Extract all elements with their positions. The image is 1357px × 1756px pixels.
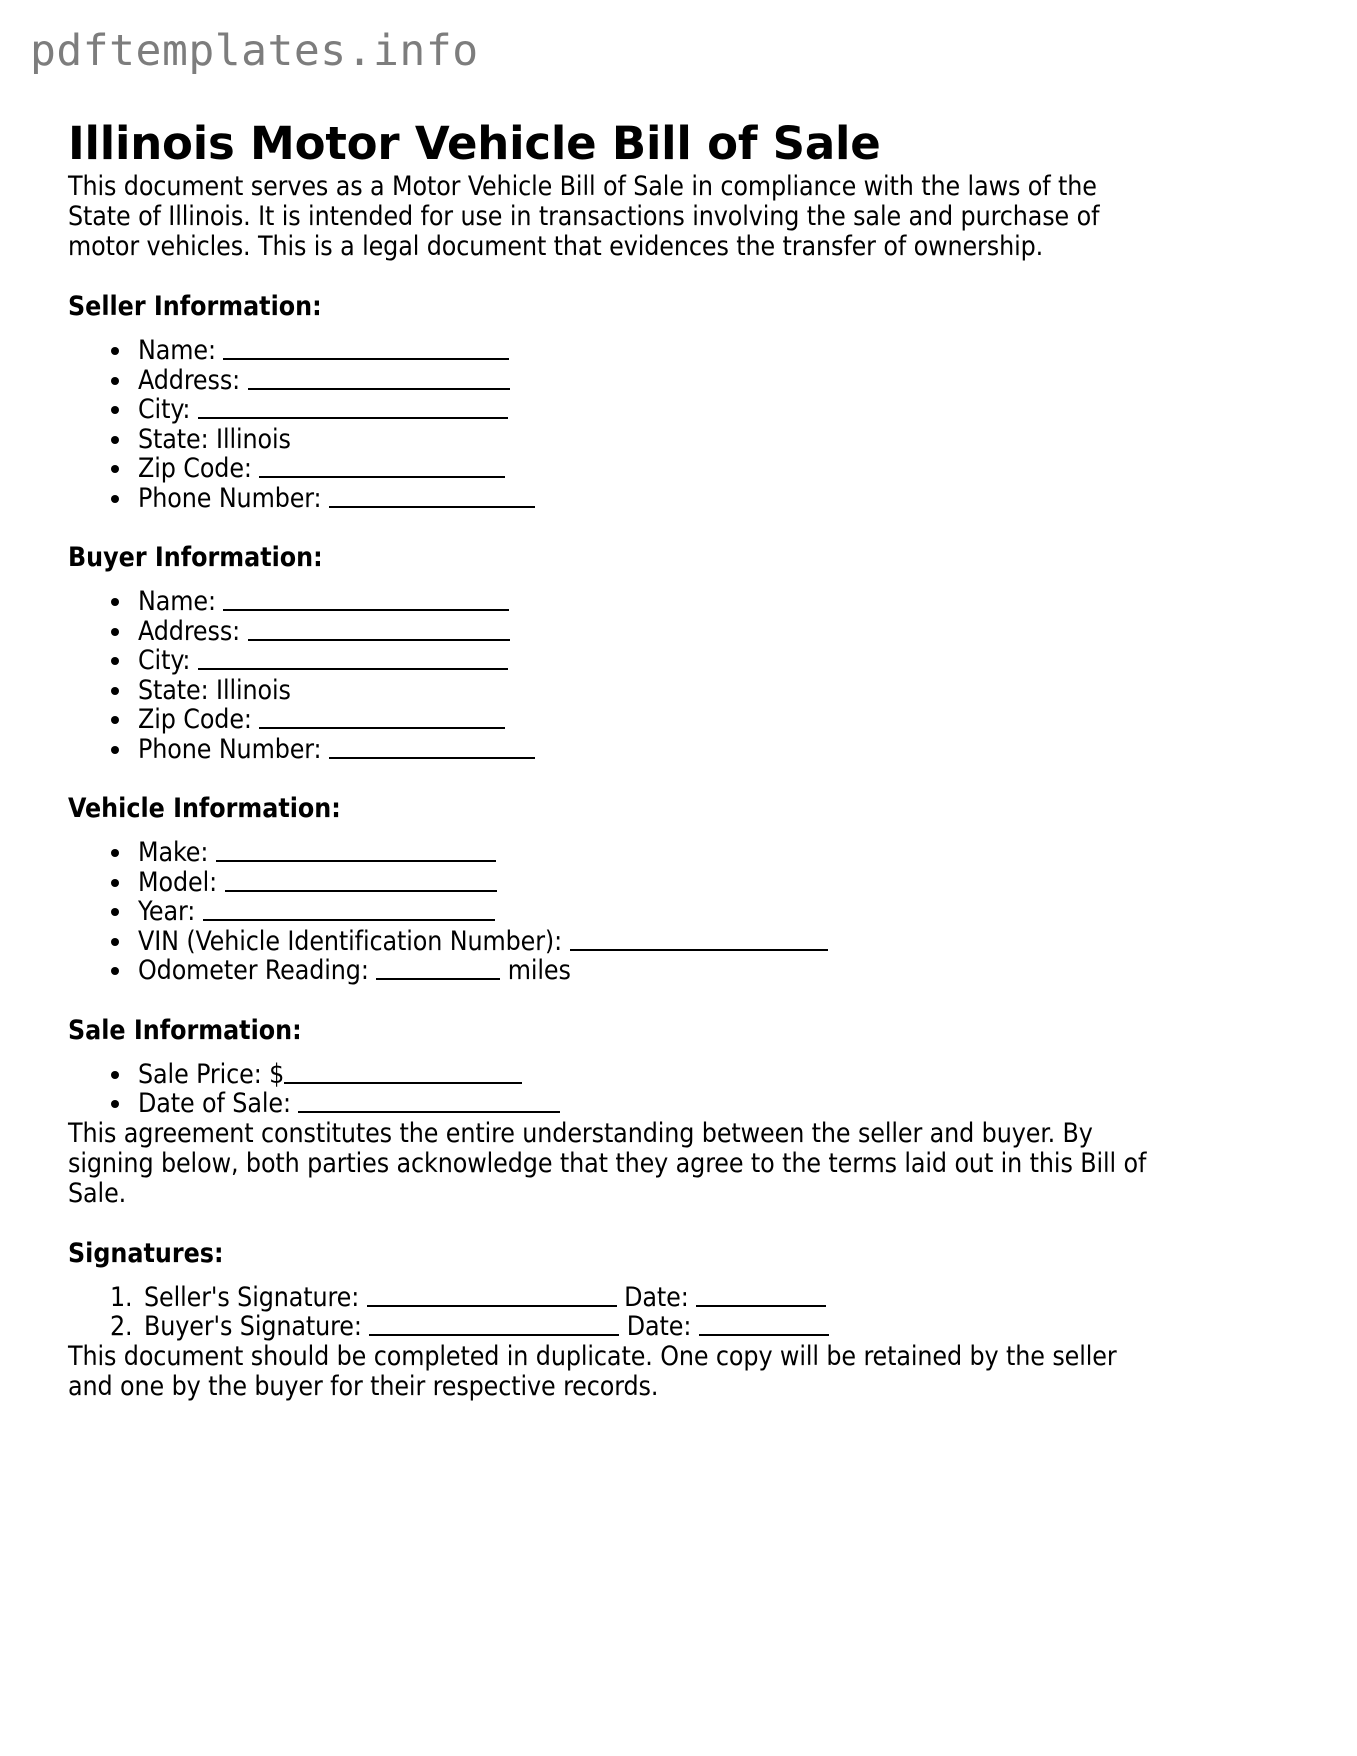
list-item [134, 868, 1148, 898]
signature-list [68, 1283, 1148, 1342]
list-item [134, 676, 1148, 706]
sale-fields-list [68, 1060, 1148, 1119]
list-item [134, 366, 1148, 396]
field-label-seller-state: State: [138, 423, 209, 455]
list-item [134, 1060, 1148, 1090]
field-label-seller-signature: Seller's Signature: [144, 1281, 360, 1313]
field-label-seller-city: City: [138, 394, 191, 425]
list-item [134, 897, 1148, 927]
field-label-seller-phone: Phone Number: [138, 482, 322, 514]
watermark-pdftemplates: pdftemplates.info [30, 26, 479, 76]
seller-fields-list [68, 336, 1148, 513]
field-label-vehicle-make: Make: [138, 837, 209, 868]
field-blank-buyer-date[interactable] [699, 1312, 829, 1336]
field-blank-buyer-phone[interactable] [329, 735, 535, 759]
field-label-buyer-city: City: [138, 645, 191, 676]
field-label-seller-zip: Zip Code: [138, 453, 252, 484]
field-label-buyer-state: State: [138, 674, 209, 706]
list-item [134, 454, 1148, 484]
list-item [134, 395, 1148, 425]
section-heading-buyer: Buyer Information: [68, 542, 323, 573]
field-blank-buyer-name[interactable] [223, 587, 509, 611]
field-label-buyer-signature: Buyer's Signature: [144, 1311, 362, 1342]
document-body [68, 172, 1148, 1402]
field-blank-buyer-city[interactable] [198, 646, 508, 670]
field-label-vehicle-model: Model: [138, 866, 218, 898]
field-blank-vehicle-odometer[interactable] [376, 956, 500, 980]
list-item [134, 838, 1148, 868]
vehicle-fields-list [68, 838, 1148, 986]
list-item [134, 646, 1148, 676]
field-blank-seller-zip[interactable] [259, 454, 505, 478]
field-label-buyer-address: Address: [138, 615, 241, 647]
field-label-vehicle-vin: VIN (Vehicle Identification Number): [138, 925, 563, 957]
agreement-paragraph: This agreement constitutes the entire understanding between the seller and buyer. By signing below, both parties acknowledge that they agree to the terms laid out in this Bill of Sale. [68, 1117, 1147, 1209]
field-value-seller-state: Illinois [216, 423, 291, 455]
field-blank-vehicle-make[interactable] [216, 838, 496, 862]
field-blank-buyer-zip[interactable] [259, 705, 505, 729]
field-label-seller-date: Date: [624, 1281, 689, 1313]
list-item [134, 705, 1148, 735]
list-item [134, 336, 1148, 366]
field-blank-seller-date[interactable] [696, 1283, 826, 1307]
page-title: Illinois Motor Vehicle Bill of Sale [68, 117, 881, 171]
field-label-buyer-name: Name: [138, 586, 216, 617]
field-blank-sale-price[interactable] [284, 1060, 522, 1084]
field-blank-buyer-address[interactable] [248, 617, 510, 641]
field-blank-seller-name[interactable] [223, 336, 509, 360]
section-heading-sale: Sale Information: [68, 1014, 302, 1046]
field-label-seller-name: Name: [138, 335, 216, 366]
field-blank-seller-phone[interactable] [329, 484, 535, 508]
list-item [140, 1283, 1148, 1313]
field-label-vehicle-year: Year: [138, 896, 196, 927]
field-blank-seller-signature[interactable] [367, 1283, 617, 1307]
field-label-vehicle-odometer: Odometer Reading: [138, 955, 369, 986]
field-blank-vehicle-vin[interactable] [570, 927, 828, 951]
field-label-buyer-date: Date: [626, 1311, 692, 1342]
field-blank-seller-city[interactable] [198, 395, 508, 419]
closing-paragraph: This document should be completed in duplicate. One copy will be retained by the seller and one by the buyer for their respective records. [68, 1340, 1117, 1402]
section-heading-seller: Seller Information: [68, 291, 322, 322]
list-item [134, 587, 1148, 617]
buyer-fields-list [68, 587, 1148, 764]
list-item [134, 735, 1148, 765]
field-label-date-of-sale: Date of Sale: [138, 1088, 291, 1119]
section-heading-signatures: Signatures: [68, 1237, 224, 1269]
field-value-buyer-state: Illinois [216, 674, 291, 706]
field-blank-vehicle-model[interactable] [225, 868, 497, 892]
intro-paragraph: This document serves as a Motor Vehicle Bill of Sale in compliance with the laws of the State of Illinois. It is intended for use in transactions involving the sale and purchase of motor vehicles. This is a legal document that evidences the transfer of ownership. [68, 171, 1100, 262]
list-item [134, 956, 1148, 986]
field-label-buyer-phone: Phone Number: [138, 733, 322, 765]
section-heading-vehicle: Vehicle Information: [68, 793, 341, 824]
list-item [134, 927, 1148, 957]
field-blank-seller-address[interactable] [248, 366, 510, 390]
list-item [134, 425, 1148, 455]
field-label-sale-price: Sale Price: $ [138, 1058, 285, 1090]
list-item [134, 484, 1148, 514]
field-label-buyer-zip: Zip Code: [138, 704, 252, 735]
field-suffix-odometer-miles: miles [507, 955, 571, 986]
field-blank-vehicle-year[interactable] [203, 897, 495, 921]
list-item [140, 1312, 1148, 1342]
field-blank-buyer-signature[interactable] [369, 1312, 619, 1336]
list-item [134, 1089, 1148, 1119]
field-label-seller-address: Address: [138, 364, 241, 396]
field-blank-date-of-sale[interactable] [298, 1089, 560, 1113]
list-item [134, 617, 1148, 647]
